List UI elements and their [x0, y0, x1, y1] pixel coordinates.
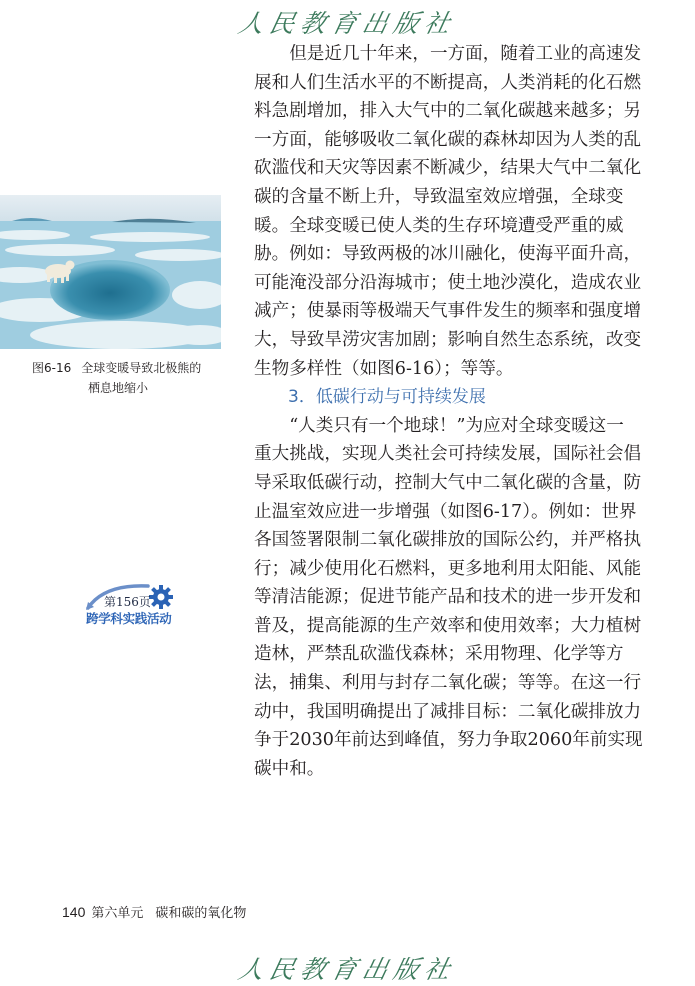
text-line: 行；减少使用化石燃料，更多地利用太阳能、风能 — [254, 558, 642, 579]
page-footer — [62, 902, 246, 921]
figure-caption-line2: 栖息地缩小 — [88, 381, 149, 395]
text-line: 生物多样性（如图6-16）；等等。 — [254, 358, 514, 379]
crossref-page: 第156页 — [104, 595, 151, 609]
text-line: 法，捕集、利用与封存二氧化碳；等等。在这一行 — [254, 673, 642, 694]
paragraph-2 — [254, 412, 643, 784]
paragraph-1 — [254, 40, 642, 383]
text-line: “人类只有一个地球！”为应对全球变暖这一 — [289, 415, 624, 436]
text-line: 碳的含量不断上升，导致温室效应增强，全球变 — [254, 186, 624, 207]
publisher-logo-top: 人民教育出版社 — [235, 9, 459, 38]
text-line: 暖。全球变暖已使人类的生存环境遭受严重的威 — [254, 215, 624, 236]
publisher-logo-bottom: 人民教育出版社 — [235, 955, 459, 984]
crossref-label: 跨学科实践活动 — [86, 611, 172, 626]
text-line: 止温室效应进一步增强（如图6-17）。例如：世界 — [254, 501, 637, 522]
text-line: 导采取低碳行动，控制大气中二氧化碳的含量，防 — [254, 472, 642, 493]
text-line: 可能淹没部分沿海城市；使土地沙漠化，造成农业 — [254, 272, 642, 293]
text-line: 胁。例如：导致两极的冰川融化，使海平面升高， — [254, 244, 642, 265]
figure-polar-bear-image — [0, 195, 221, 349]
page-number: 140 — [62, 904, 86, 920]
figure-caption — [32, 358, 222, 398]
text-line: 减产；使暴雨等极端天气事件发生的频率和强度增 — [254, 301, 642, 322]
text-line: 但是近几十年来，一方面，随着工业的高速发 — [289, 44, 642, 64]
text-line: 砍滥伐和天灾等因素不断减少，结果大气中二氧化 — [254, 158, 642, 179]
text-line: 大，导致旱涝灾害加剧；影响自然生态系统，改变 — [254, 329, 642, 350]
section-heading: 3．低碳行动与可持续发展 — [288, 387, 486, 408]
crossref-interdisciplinary-activity[interactable] — [84, 580, 194, 628]
figure-caption-line1: 全球变暖导致北极熊的 — [81, 361, 202, 375]
chapter-title: 碳和碳的氧化物 — [155, 906, 247, 921]
gear-icon — [148, 584, 174, 610]
text-line: 等清洁能源；促进节能产品和技术的进一步开发和 — [254, 587, 642, 608]
text-line: 造林，严禁乱砍滥伐森林；采用物理、化学等方 — [254, 644, 624, 665]
text-line: 动中，我国明确提出了减排目标：二氧化碳排放力 — [254, 701, 642, 722]
polar-bear-photo — [0, 195, 221, 349]
unit-title: 第六单元 — [91, 906, 144, 921]
text-line: 普及，提高能源的生产效率和使用效率；大力植树 — [254, 615, 642, 636]
text-line: 争于2030年前达到峰值，努力争取2060年前实现 — [254, 730, 643, 751]
text-line: 重大挑战，实现人类社会可持续发展，国际社会倡 — [254, 444, 642, 465]
text-line: 料急剧增加，排入大气中的二氧化碳越来越多；另 — [254, 101, 642, 122]
body-text — [254, 40, 643, 783]
text-line: 一方面，能够吸收二氧化碳的森林却因为人类的乱 — [254, 129, 642, 150]
text-line: 展和人们生活水平的不断提高，人类消耗的化石燃 — [254, 72, 642, 93]
text-line: 各国签署限制二氧化碳排放的国际公约，并严格执 — [254, 530, 642, 551]
figure-number: 图6-16 — [32, 361, 72, 375]
text-line: 碳中和。 — [254, 758, 325, 779]
